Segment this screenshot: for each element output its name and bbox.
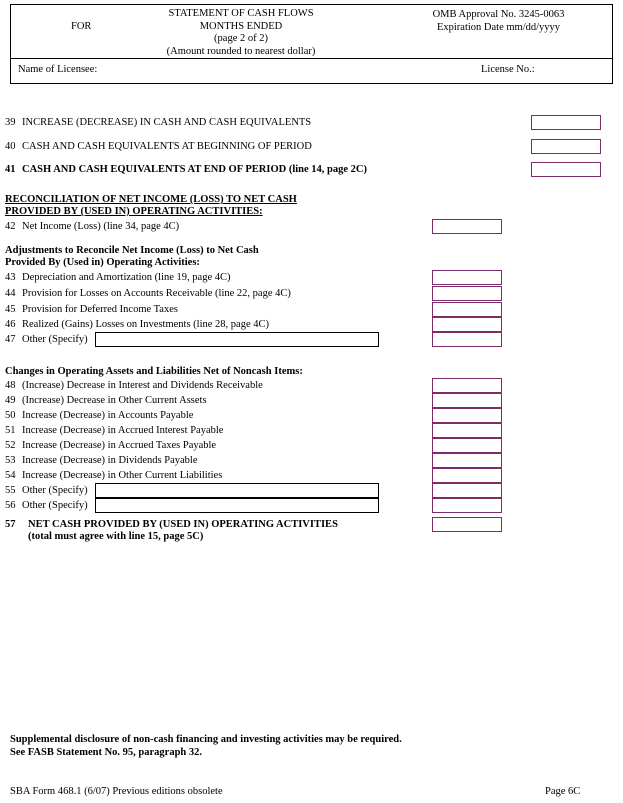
line-43-number: 43 bbox=[5, 272, 16, 283]
line-53-value-box[interactable] bbox=[432, 453, 502, 468]
line-53-number: 53 bbox=[5, 455, 16, 466]
line-55-number: 55 bbox=[5, 485, 16, 496]
line-50-value-box[interactable] bbox=[432, 408, 502, 423]
line-45-label: Provision for Deferred Income Taxes bbox=[22, 304, 178, 315]
line-49-label: (Increase) Decrease in Other Current Assets bbox=[22, 395, 207, 406]
changes-heading: Changes in Operating Assets and Liabilities Net of Noncash Items: bbox=[5, 366, 303, 377]
omb-approval-number: OMB Approval No. 3245-0063 bbox=[432, 9, 565, 20]
line-48-value-box[interactable] bbox=[432, 378, 502, 393]
line-50-label: Increase (Decrease) in Accounts Payable bbox=[22, 410, 194, 421]
form-footer-left: SBA Form 468.1 (6/07) Previous editions obsolete bbox=[10, 786, 223, 797]
line-54-label: Increase (Decrease) in Other Current Liabilities bbox=[22, 470, 223, 481]
line-55-value-box[interactable] bbox=[432, 483, 502, 498]
line-55-specify-input[interactable] bbox=[95, 483, 379, 498]
line-39-number: 39 bbox=[5, 117, 16, 128]
line-48-number: 48 bbox=[5, 380, 16, 391]
line-56-specify-input[interactable] bbox=[95, 498, 379, 513]
line-40-value-box[interactable] bbox=[531, 139, 601, 154]
line-46-number: 46 bbox=[5, 319, 16, 330]
line-48-label: (Increase) Decrease in Interest and Dividends Receivable bbox=[22, 380, 263, 391]
header-bottom-section bbox=[11, 59, 612, 84]
line-42-number: 42 bbox=[5, 221, 16, 232]
header-for-label: FOR bbox=[71, 20, 92, 32]
line-51-label: Increase (Decrease) in Accrued Interest Payable bbox=[22, 425, 224, 436]
line-47-value-box[interactable] bbox=[432, 332, 502, 347]
form-header-box bbox=[10, 4, 613, 84]
line-40-label: CASH AND CASH EQUIVALENTS AT BEGINNING OF PERIOD bbox=[22, 141, 312, 152]
line-43-label: Depreciation and Amortization (line 19, page 4C) bbox=[22, 272, 231, 283]
licensee-name-label: Name of Licensee: bbox=[18, 64, 98, 75]
line-57-label-line1: NET CASH PROVIDED BY (USED IN) OPERATING ACTIVITIES bbox=[28, 519, 338, 530]
line-52-label: Increase (Decrease) in Accrued Taxes Payable bbox=[22, 440, 217, 451]
header-title-line4: (Amount rounded to nearest dollar) bbox=[166, 45, 316, 57]
line-39-value-box[interactable] bbox=[531, 115, 601, 130]
line-52-number: 52 bbox=[5, 440, 16, 451]
header-top-section bbox=[11, 5, 612, 59]
line-54-number: 54 bbox=[5, 470, 16, 481]
line-47-specify-input[interactable] bbox=[95, 332, 379, 347]
header-title-line2: MONTHS ENDED bbox=[199, 20, 283, 32]
header-title-line3: (page 2 of 2) bbox=[214, 33, 268, 44]
line-54-value-box[interactable] bbox=[432, 468, 502, 483]
supplemental-note-line2: See FASB Statement No. 95, paragraph 32. bbox=[10, 747, 203, 758]
line-49-number: 49 bbox=[5, 395, 16, 406]
line-46-value-box[interactable] bbox=[432, 317, 502, 332]
line-44-label: Provision for Losses on Accounts Receivable (line 22, page 4C) bbox=[22, 288, 291, 299]
line-57-value-box[interactable] bbox=[432, 517, 502, 532]
line-57-label-line2: (total must agree with line 15, page 5C) bbox=[28, 531, 204, 542]
line-47-label: Other (Specify) bbox=[22, 334, 88, 345]
adjustments-heading-line2: Provided By (Used in) Operating Activities: bbox=[5, 257, 200, 268]
line-49-value-box[interactable] bbox=[432, 393, 502, 408]
omb-expiration-date: Expiration Date mm/dd/yyyy bbox=[436, 22, 561, 33]
license-number-label: License No.: bbox=[481, 64, 535, 75]
line-52-value-box[interactable] bbox=[432, 438, 502, 453]
reconciliation-heading-line2: PROVIDED BY (USED IN) OPERATING ACTIVITIES: bbox=[5, 206, 263, 217]
header-title-line1: STATEMENT OF CASH FLOWS bbox=[168, 8, 314, 19]
line-42-value-box[interactable] bbox=[432, 219, 502, 234]
reconciliation-heading-line1: RECONCILIATION OF NET INCOME (LOSS) TO NET CASH bbox=[5, 194, 297, 205]
omb-block bbox=[391, 8, 606, 34]
line-39-label: INCREASE (DECREASE) IN CASH AND CASH EQUIVALENTS bbox=[22, 117, 312, 128]
line-41-value-box[interactable] bbox=[531, 162, 601, 177]
line-57-number: 57 bbox=[5, 519, 16, 530]
line-56-number: 56 bbox=[5, 500, 16, 511]
line-56-value-box[interactable] bbox=[432, 498, 502, 513]
line-47-number: 47 bbox=[5, 334, 16, 345]
line-53-label: Increase (Decrease) in Dividends Payable bbox=[22, 455, 198, 466]
line-44-number: 44 bbox=[5, 288, 16, 299]
line-41-label: CASH AND CASH EQUIVALENTS AT END OF PERIOD (line 14, page 2C) bbox=[22, 164, 367, 175]
line-41-number: 41 bbox=[5, 164, 16, 175]
line-43-value-box[interactable] bbox=[432, 270, 502, 285]
line-44-value-box[interactable] bbox=[432, 286, 502, 301]
line-40-number: 40 bbox=[5, 141, 16, 152]
line-45-value-box[interactable] bbox=[432, 302, 502, 317]
line-51-value-box[interactable] bbox=[432, 423, 502, 438]
line-56-label: Other (Specify) bbox=[22, 500, 88, 511]
line-51-number: 51 bbox=[5, 425, 16, 436]
line-55-label: Other (Specify) bbox=[22, 485, 88, 496]
line-50-number: 50 bbox=[5, 410, 16, 421]
adjustments-heading-line1: Adjustments to Reconcile Net Income (Loss) to Net Cash bbox=[5, 245, 259, 256]
line-45-number: 45 bbox=[5, 304, 16, 315]
line-42-label: Net Income (Loss) (line 34, page 4C) bbox=[22, 221, 180, 232]
form-footer-page-number: Page 6C bbox=[545, 786, 581, 797]
line-46-label: Realized (Gains) Losses on Investments (line 28, page 4C) bbox=[22, 319, 269, 330]
supplemental-note-line1: Supplemental disclosure of non-cash financing and investing activities may be required. bbox=[10, 734, 402, 745]
